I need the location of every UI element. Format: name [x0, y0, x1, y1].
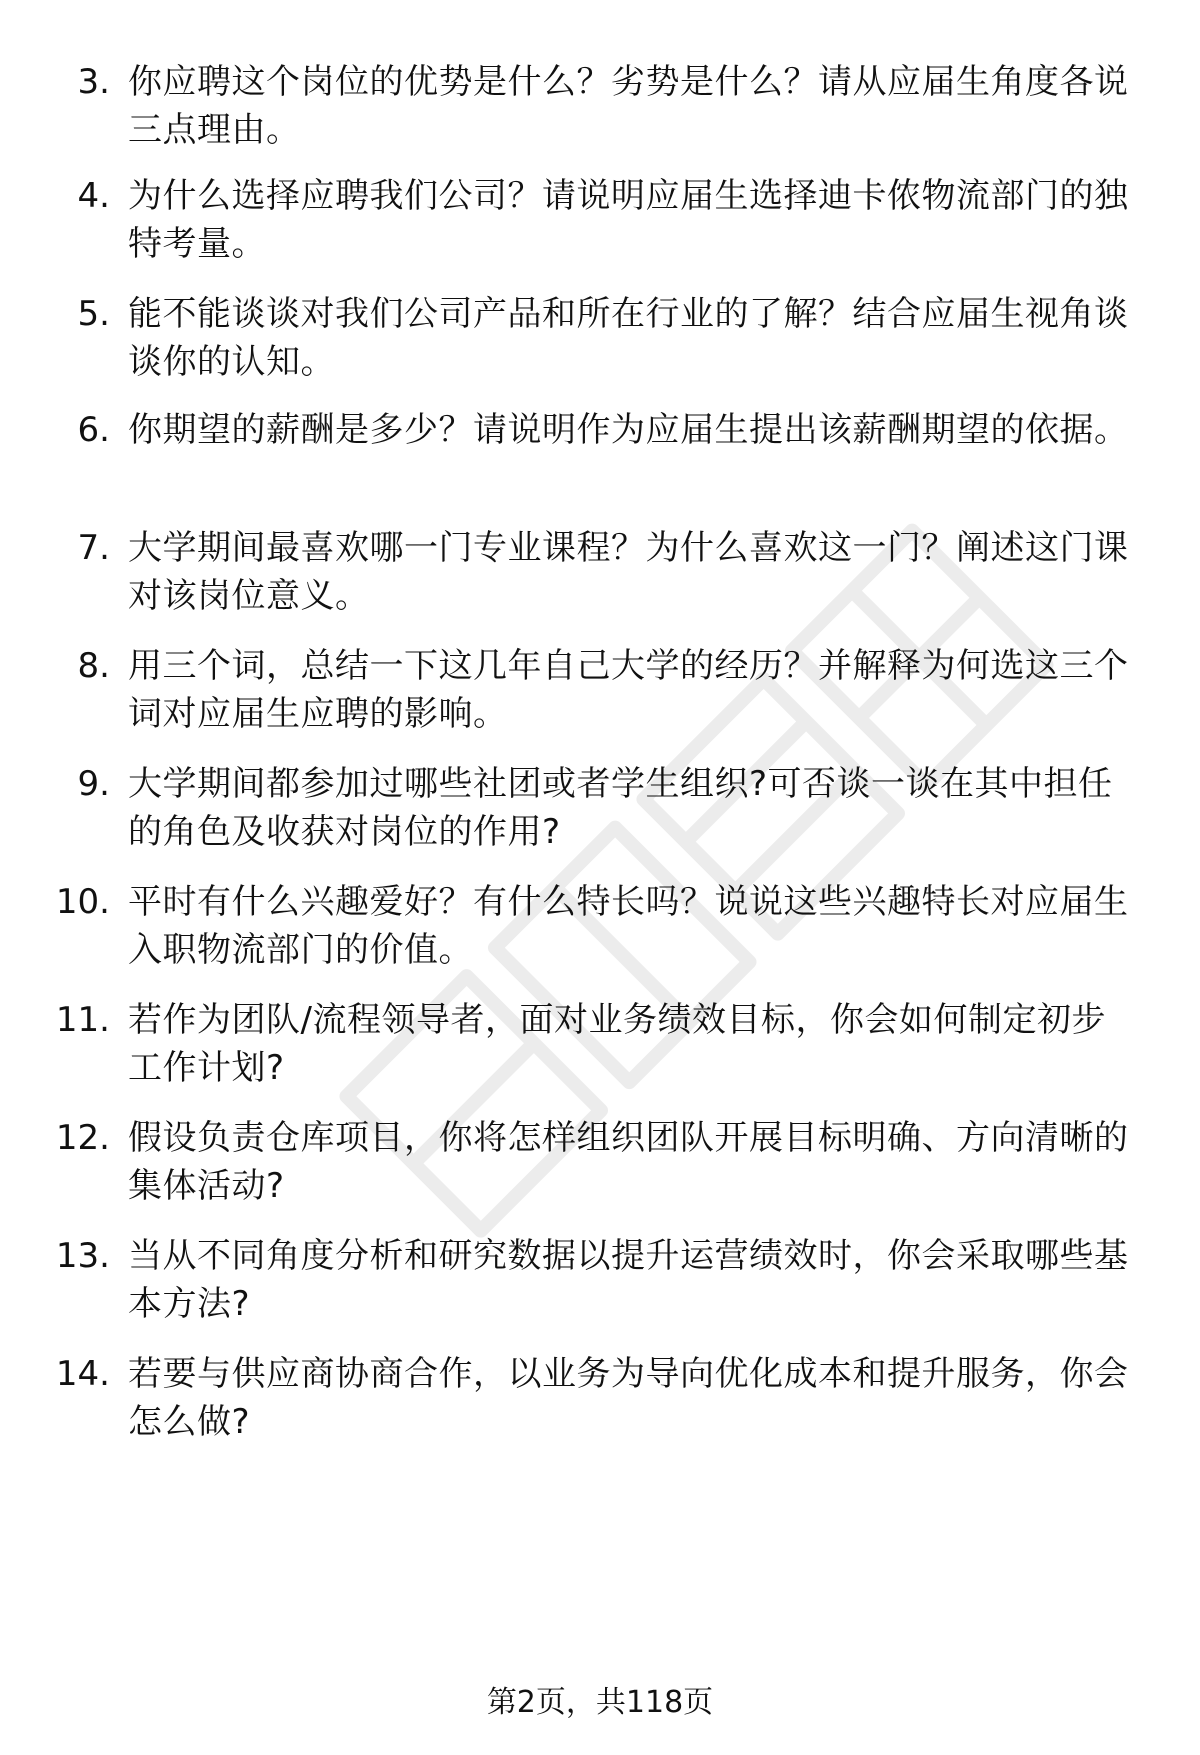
question-number: 3.	[77, 62, 110, 102]
question-text: 用三个词，总结一下这几年自己大学的经历？并解释为何选这三个词对应届生应聘的影响。	[128, 646, 1129, 734]
question-text: 你应聘这个岗位的优势是什么？劣势是什么？请从应届生角度各说三点理由。	[128, 62, 1129, 150]
question-item	[0, 406, 1200, 506]
question-text: 大学期间最喜欢哪一门专业课程？为什么喜欢这一门？阐述这门课对该岗位意义。	[128, 528, 1129, 616]
question-number: 9.	[77, 764, 110, 804]
question-item	[0, 1114, 1200, 1214]
question-text: 若作为团队/流程领导者，面对业务绩效目标，你会如何制定初步工作计划?	[128, 1000, 1106, 1088]
question-text: 大学期间都参加过哪些社团或者学生组织?可否谈一谈在其中担任的角色及收获对岗位的作用?	[128, 764, 1113, 852]
question-item	[0, 290, 1200, 390]
question-text: 当从不同角度分析和研究数据以提升运营绩效时，你会采取哪些基本方法?	[128, 1236, 1129, 1324]
question-number: 4.	[77, 176, 110, 216]
question-number: 14.	[55, 1354, 110, 1394]
question-number: 13.	[55, 1236, 110, 1276]
question-number: 5.	[77, 294, 110, 334]
question-number: 11.	[55, 1000, 110, 1040]
question-text: 若要与供应商协商合作，以业务为导向优化成本和提升服务，你会怎么做?	[128, 1354, 1129, 1442]
question-number: 6.	[77, 410, 110, 450]
question-item	[0, 760, 1200, 860]
question-item	[0, 996, 1200, 1096]
question-item	[0, 878, 1200, 978]
question-text: 你期望的薪酬是多少？请说明作为应届生提出该薪酬期望的依据。	[128, 410, 1129, 450]
question-text: 假设负责仓库项目，你将怎样组织团队开展目标明确、方向清晰的集体活动?	[128, 1118, 1129, 1206]
question-item	[0, 642, 1200, 742]
question-item	[0, 1350, 1200, 1450]
question-item	[0, 524, 1200, 624]
question-number: 7.	[77, 528, 110, 568]
question-number: 10.	[55, 882, 110, 922]
page-footer: 第2页，共118页	[486, 1685, 714, 1720]
question-number: 8.	[77, 646, 110, 686]
question-item	[0, 172, 1200, 272]
question-number: 12.	[55, 1118, 110, 1158]
question-item	[0, 1232, 1200, 1332]
question-text: 能不能谈谈对我们公司产品和所在行业的了解？结合应届生视角谈谈你的认知。	[128, 294, 1129, 382]
question-text: 为什么选择应聘我们公司？请说明应届生选择迪卡侬物流部门的独特考量。	[128, 176, 1129, 264]
question-item	[0, 58, 1200, 158]
question-text: 平时有什么兴趣爱好？有什么特长吗？说说这些兴趣特长对应届生入职物流部门的价值。	[128, 882, 1129, 970]
